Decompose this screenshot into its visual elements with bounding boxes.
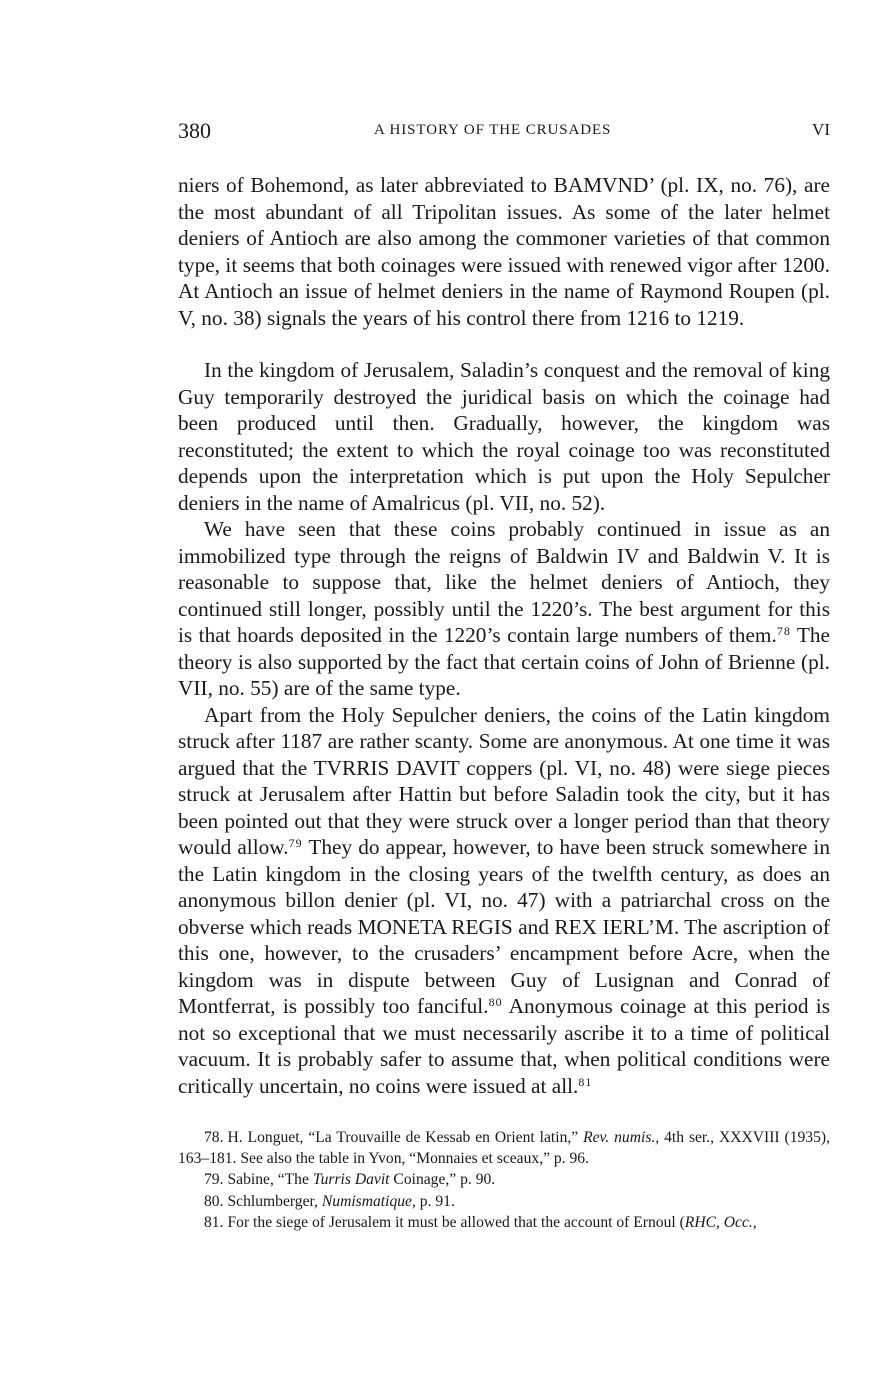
footnote-text: For the siege of Jerusalem it must be allowed that the account of Ernoul (: [227, 1213, 685, 1231]
running-title: A HISTORY OF THE CRUSADES: [374, 122, 612, 138]
footnote: [178, 1169, 830, 1190]
paragraph-text: Apart from the Holy Sepulcher deniers, the coins of the Latin kingdom struck after 1187 are rather scanty. Some are anonymous. At one time it was argued that the TVRRIS DAVIT coppers (pl. VI, no. 48) were siege pieces struck at Jerusalem after Hattin but before Saladin took the city, but it has been pointed out that they were struck over a longer period than that theory would allow.: [178, 702, 830, 859]
footnote: [178, 1191, 830, 1212]
footnotes: [178, 1127, 830, 1233]
paragraph: [178, 516, 830, 702]
running-head: [178, 112, 830, 152]
footnote-ref: 81: [578, 1074, 593, 1089]
footnote-italic: RHC, Occ.,: [684, 1213, 757, 1231]
footnote: [178, 1212, 830, 1233]
footnote-text: p. 91.: [415, 1192, 455, 1210]
footnote-number: 78.: [204, 1129, 224, 1146]
footnote-number: 80.: [204, 1192, 224, 1210]
footnote-ref: 78: [776, 624, 791, 638]
chapter-number: VI: [812, 120, 830, 139]
footnote-italic: Numismatique,: [321, 1192, 416, 1210]
footnote-text: Schlumberger,: [227, 1192, 322, 1210]
footnote-ref: 80: [488, 995, 503, 1009]
footnote-number: 81.: [204, 1213, 224, 1231]
paragraph-text: They do appear, however, to have been struck somewhere in the Latin kingdom in the closing years of the twelfth century, as does an anonymous billon denier (pl. VI, no. 47) with a patriarchal cross on the obverse which reads MONETA REGIS and REX IERL’M. The ascription of this one, however, to the crusaders’ encampment before Acre, when the kingdom was in dispute between Guy of Lusignan and Conrad of Montferrat, is possibly too fanciful.: [178, 835, 830, 1018]
footnote: [178, 1127, 830, 1169]
paragraph: niers of Bohemond, as later abbreviated to BAMVND’ (pl. IX, no. 76), are the most abundant of all Tripolitan issues. As some of the later helmet deniers of Antioch are also among the commoner varieties of that common type, it seems that both coinages were issued with renewed vigor after 1200. At Antioch an issue of helmet deniers in the name of Raymond Roupen (pl. V, no. 38) signals the years of his control there from 1216 to 1219.: [178, 173, 830, 330]
body-text: [178, 172, 830, 1099]
paragraph-text: In the kingdom of Jerusalem, Saladin’s conquest and the removal of king Guy temporarily destroyed the juridical basis on which the coinage had been produced until then. Gradually, however, the kingdom was reconstituted; the extent to which the royal coinage too was reconstituted depends upon the interpretation which is put upon the Holy Sepulcher deniers in the name of Amalricus (pl. VII, no. 52).: [178, 358, 830, 515]
paragraph: [178, 357, 830, 516]
book-page: [178, 112, 830, 1233]
footnote-italic: Turris Davit: [312, 1171, 390, 1189]
footnote-text: H. Longuet, “La Trouvaille de Kessab en Orient latin,”: [227, 1129, 584, 1146]
paragraph-text: Anonymous coinage at this period is not so exceptional that we must necessarily ascribe it to a time of political vacuum. It is probably safer to assume that, when political conditions were critically uncertain, no coins were issued at all.: [178, 994, 830, 1098]
page-number: 380: [178, 118, 211, 143]
footnote-text: 4th ser., XXXVIII (1935), 163–181. See also the table in Yvon, “Monnaies et sceaux,” p. 96.: [178, 1129, 830, 1168]
footnote-number: 79.: [204, 1171, 224, 1189]
paragraph-text: We have seen that these coins probably continued in issue as an immobilized type through the reigns of Baldwin IV and Baldwin V. It is reasonable to suppose that, like the helmet deniers of Antioch, they continued still longer, possibly until the 1220’s. The best argument for this is that hoards deposited in the 1220’s contain large numbers of them.: [178, 517, 830, 647]
footnote-text: Coinage,” p. 90.: [389, 1171, 496, 1189]
footnote-text: Sabine, “The: [227, 1171, 313, 1189]
footnote-ref: 79: [288, 836, 303, 850]
paragraph-text: The theory is also supported by the fact that certain coins of John of Brienne (pl. VII, no. 55) are of the same type.: [178, 623, 830, 700]
paragraph: [178, 702, 830, 1100]
footnote-italic: Rev. numis.,: [583, 1129, 660, 1146]
